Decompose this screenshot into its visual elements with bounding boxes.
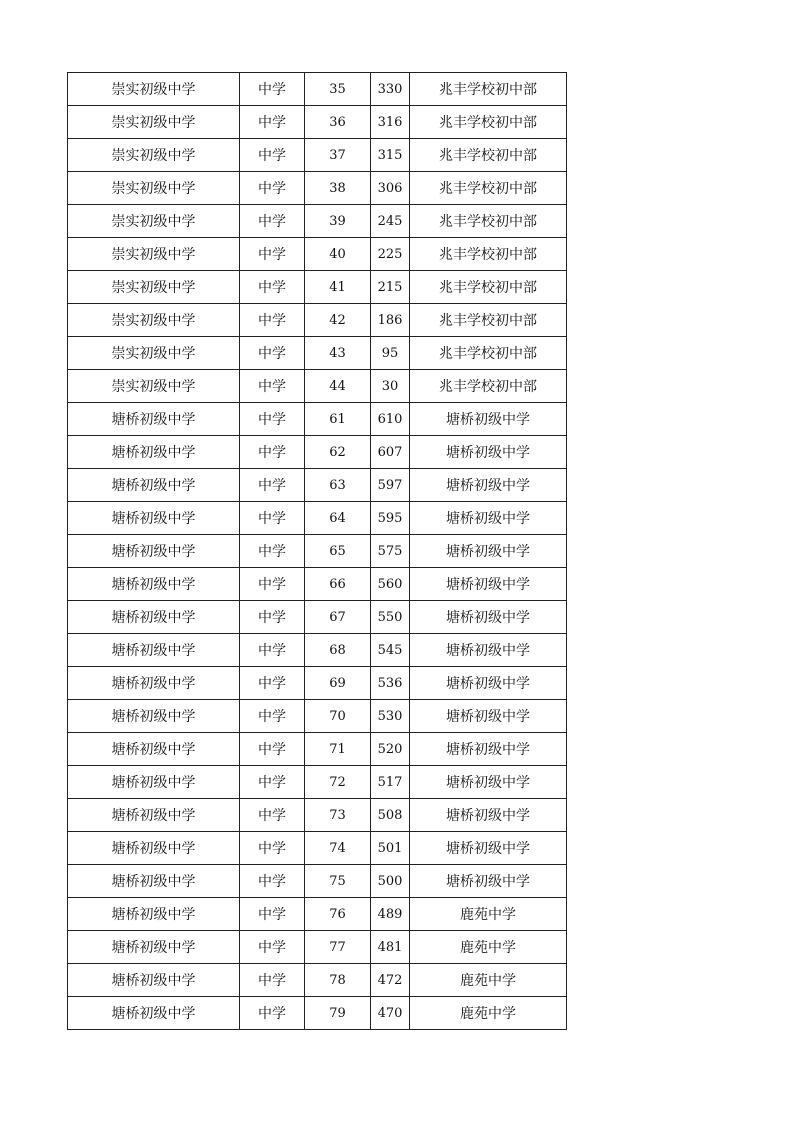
table-row	[68, 700, 567, 733]
assigned-school-cell: 兆丰学校初中部	[410, 337, 567, 370]
table-row	[68, 139, 567, 172]
table-row	[68, 403, 567, 436]
school-type-cell: 中学	[240, 370, 305, 403]
school-type-cell: 中学	[240, 700, 305, 733]
assigned-school-cell: 塘桥初级中学	[410, 733, 567, 766]
rank-cell: 72	[305, 766, 371, 799]
table-row	[68, 667, 567, 700]
assigned-school-cell: 鹿苑中学	[410, 997, 567, 1030]
school-name-cell: 崇实初级中学	[68, 172, 240, 205]
assigned-school-cell: 塘桥初级中学	[410, 667, 567, 700]
rank-cell: 61	[305, 403, 371, 436]
table-row	[68, 304, 567, 337]
data-table	[67, 72, 567, 1030]
rank-cell: 63	[305, 469, 371, 502]
school-name-cell: 塘桥初级中学	[68, 634, 240, 667]
rank-cell: 65	[305, 535, 371, 568]
school-name-cell: 塘桥初级中学	[68, 865, 240, 898]
school-name-cell: 塘桥初级中学	[68, 469, 240, 502]
assigned-school-cell: 鹿苑中学	[410, 898, 567, 931]
table-row	[68, 832, 567, 865]
rank-cell: 78	[305, 964, 371, 997]
score-cell: 508	[371, 799, 410, 832]
school-type-cell: 中学	[240, 997, 305, 1030]
score-cell: 95	[371, 337, 410, 370]
school-type-cell: 中学	[240, 436, 305, 469]
assigned-school-cell: 兆丰学校初中部	[410, 172, 567, 205]
school-name-cell: 塘桥初级中学	[68, 535, 240, 568]
school-name-cell: 塘桥初级中学	[68, 964, 240, 997]
school-name-cell: 塘桥初级中学	[68, 403, 240, 436]
rank-cell: 74	[305, 832, 371, 865]
assigned-school-cell: 塘桥初级中学	[410, 832, 567, 865]
table-row	[68, 601, 567, 634]
score-cell: 607	[371, 436, 410, 469]
table-row	[68, 865, 567, 898]
table-row	[68, 997, 567, 1030]
score-cell: 225	[371, 238, 410, 271]
score-cell: 472	[371, 964, 410, 997]
score-cell: 597	[371, 469, 410, 502]
table-row	[68, 766, 567, 799]
school-type-cell: 中学	[240, 964, 305, 997]
school-name-cell: 塘桥初级中学	[68, 601, 240, 634]
school-type-cell: 中学	[240, 238, 305, 271]
assigned-school-cell: 兆丰学校初中部	[410, 238, 567, 271]
score-cell: 500	[371, 865, 410, 898]
table-row	[68, 964, 567, 997]
school-type-cell: 中学	[240, 502, 305, 535]
score-cell: 30	[371, 370, 410, 403]
rank-cell: 37	[305, 139, 371, 172]
rank-cell: 42	[305, 304, 371, 337]
table-row	[68, 931, 567, 964]
table-row	[68, 898, 567, 931]
table-row	[68, 172, 567, 205]
rank-cell: 62	[305, 436, 371, 469]
school-name-cell: 塘桥初级中学	[68, 799, 240, 832]
score-cell: 517	[371, 766, 410, 799]
score-cell: 610	[371, 403, 410, 436]
assigned-school-cell: 塘桥初级中学	[410, 865, 567, 898]
rank-cell: 43	[305, 337, 371, 370]
table-row	[68, 337, 567, 370]
assigned-school-cell: 塘桥初级中学	[410, 436, 567, 469]
score-cell: 489	[371, 898, 410, 931]
assigned-school-cell: 塘桥初级中学	[410, 601, 567, 634]
school-name-cell: 崇实初级中学	[68, 238, 240, 271]
rank-cell: 66	[305, 568, 371, 601]
rank-cell: 79	[305, 997, 371, 1030]
school-name-cell: 塘桥初级中学	[68, 832, 240, 865]
school-type-cell: 中学	[240, 469, 305, 502]
assigned-school-cell: 塘桥初级中学	[410, 469, 567, 502]
school-type-cell: 中学	[240, 865, 305, 898]
school-type-cell: 中学	[240, 403, 305, 436]
school-name-cell: 崇实初级中学	[68, 139, 240, 172]
school-name-cell: 崇实初级中学	[68, 106, 240, 139]
school-type-cell: 中学	[240, 766, 305, 799]
table-row	[68, 799, 567, 832]
table-row	[68, 271, 567, 304]
assigned-school-cell: 塘桥初级中学	[410, 502, 567, 535]
score-cell: 545	[371, 634, 410, 667]
score-cell: 560	[371, 568, 410, 601]
school-type-cell: 中学	[240, 106, 305, 139]
school-type-cell: 中学	[240, 601, 305, 634]
school-type-cell: 中学	[240, 73, 305, 106]
school-name-cell: 塘桥初级中学	[68, 667, 240, 700]
school-type-cell: 中学	[240, 337, 305, 370]
rank-cell: 67	[305, 601, 371, 634]
table-row	[68, 436, 567, 469]
score-cell: 530	[371, 700, 410, 733]
assigned-school-cell: 塘桥初级中学	[410, 700, 567, 733]
school-type-cell: 中学	[240, 799, 305, 832]
school-name-cell: 塘桥初级中学	[68, 700, 240, 733]
table-row	[68, 634, 567, 667]
score-cell: 575	[371, 535, 410, 568]
assigned-school-cell: 兆丰学校初中部	[410, 304, 567, 337]
table-row	[68, 238, 567, 271]
table-row	[68, 370, 567, 403]
table-row	[68, 502, 567, 535]
score-cell: 315	[371, 139, 410, 172]
school-name-cell: 崇实初级中学	[68, 304, 240, 337]
school-type-cell: 中学	[240, 898, 305, 931]
school-name-cell: 塘桥初级中学	[68, 997, 240, 1030]
rank-cell: 76	[305, 898, 371, 931]
school-type-cell: 中学	[240, 139, 305, 172]
score-cell: 306	[371, 172, 410, 205]
assigned-school-cell: 兆丰学校初中部	[410, 139, 567, 172]
rank-cell: 35	[305, 73, 371, 106]
rank-cell: 39	[305, 205, 371, 238]
assigned-school-cell: 塘桥初级中学	[410, 766, 567, 799]
score-cell: 330	[371, 73, 410, 106]
school-name-cell: 塘桥初级中学	[68, 502, 240, 535]
rank-cell: 75	[305, 865, 371, 898]
assigned-school-cell: 兆丰学校初中部	[410, 73, 567, 106]
score-cell: 481	[371, 931, 410, 964]
rank-cell: 41	[305, 271, 371, 304]
rank-cell: 36	[305, 106, 371, 139]
rank-cell: 68	[305, 634, 371, 667]
school-name-cell: 塘桥初级中学	[68, 766, 240, 799]
rank-cell: 40	[305, 238, 371, 271]
score-cell: 501	[371, 832, 410, 865]
rank-cell: 64	[305, 502, 371, 535]
score-cell: 595	[371, 502, 410, 535]
table-row	[68, 568, 567, 601]
assigned-school-cell: 兆丰学校初中部	[410, 106, 567, 139]
school-type-cell: 中学	[240, 931, 305, 964]
assigned-school-cell: 鹿苑中学	[410, 931, 567, 964]
school-type-cell: 中学	[240, 634, 305, 667]
assigned-school-cell: 兆丰学校初中部	[410, 205, 567, 238]
table-body	[68, 73, 567, 1030]
table-row	[68, 205, 567, 238]
table-row	[68, 73, 567, 106]
school-name-cell: 塘桥初级中学	[68, 898, 240, 931]
table-row	[68, 535, 567, 568]
score-cell: 550	[371, 601, 410, 634]
school-type-cell: 中学	[240, 535, 305, 568]
rank-cell: 38	[305, 172, 371, 205]
score-cell: 215	[371, 271, 410, 304]
school-name-cell: 崇实初级中学	[68, 73, 240, 106]
rank-cell: 69	[305, 667, 371, 700]
school-type-cell: 中学	[240, 832, 305, 865]
assigned-school-cell: 塘桥初级中学	[410, 634, 567, 667]
school-type-cell: 中学	[240, 667, 305, 700]
score-cell: 470	[371, 997, 410, 1030]
score-cell: 245	[371, 205, 410, 238]
school-name-cell: 崇实初级中学	[68, 370, 240, 403]
school-name-cell: 塘桥初级中学	[68, 733, 240, 766]
assigned-school-cell: 兆丰学校初中部	[410, 271, 567, 304]
school-type-cell: 中学	[240, 205, 305, 238]
score-cell: 316	[371, 106, 410, 139]
table-row	[68, 733, 567, 766]
assigned-school-cell: 兆丰学校初中部	[410, 370, 567, 403]
score-cell: 520	[371, 733, 410, 766]
school-name-cell: 塘桥初级中学	[68, 931, 240, 964]
school-name-cell: 崇实初级中学	[68, 205, 240, 238]
school-name-cell: 崇实初级中学	[68, 337, 240, 370]
rank-cell: 44	[305, 370, 371, 403]
table-row	[68, 469, 567, 502]
school-name-cell: 塘桥初级中学	[68, 436, 240, 469]
assigned-school-cell: 塘桥初级中学	[410, 403, 567, 436]
school-type-cell: 中学	[240, 172, 305, 205]
rank-cell: 73	[305, 799, 371, 832]
rank-cell: 71	[305, 733, 371, 766]
assigned-school-cell: 鹿苑中学	[410, 964, 567, 997]
score-cell: 536	[371, 667, 410, 700]
assigned-school-cell: 塘桥初级中学	[410, 535, 567, 568]
score-cell: 186	[371, 304, 410, 337]
table-row	[68, 106, 567, 139]
school-type-cell: 中学	[240, 568, 305, 601]
school-type-cell: 中学	[240, 733, 305, 766]
school-type-cell: 中学	[240, 271, 305, 304]
rank-cell: 77	[305, 931, 371, 964]
rank-cell: 70	[305, 700, 371, 733]
school-type-cell: 中学	[240, 304, 305, 337]
school-name-cell: 崇实初级中学	[68, 271, 240, 304]
assigned-school-cell: 塘桥初级中学	[410, 799, 567, 832]
school-name-cell: 塘桥初级中学	[68, 568, 240, 601]
assigned-school-cell: 塘桥初级中学	[410, 568, 567, 601]
